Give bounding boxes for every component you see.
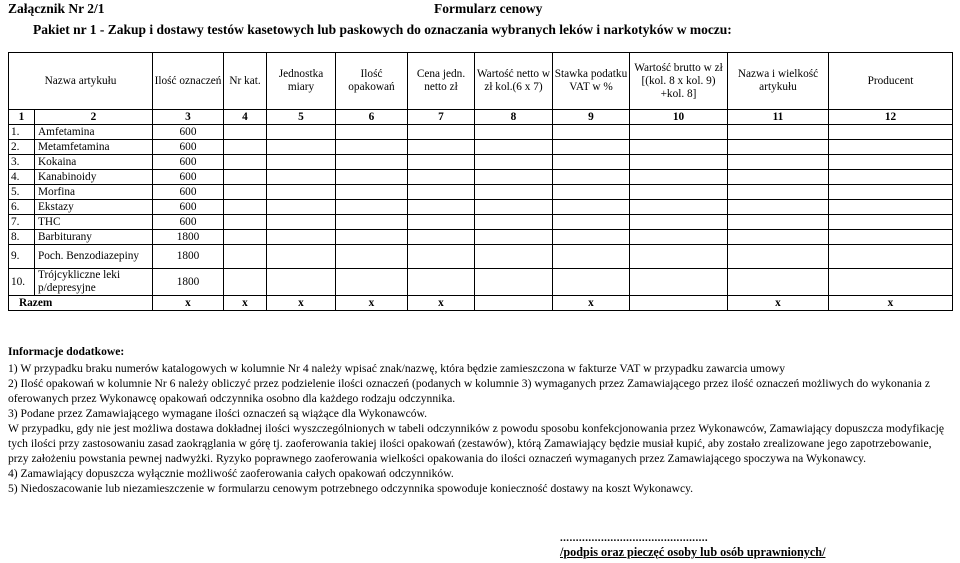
cell-producent[interactable] — [829, 155, 953, 170]
table-row — [9, 155, 953, 170]
cell-producent[interactable] — [829, 125, 953, 140]
cell-netto[interactable] — [475, 125, 553, 140]
cell-nazwa-wielkosc[interactable] — [728, 215, 829, 230]
total-label: Razem — [9, 296, 153, 311]
test-quantity: 1800 — [153, 245, 224, 269]
cell-nr-kat[interactable] — [224, 230, 267, 245]
row-number: 5. — [9, 185, 35, 200]
cell-jednostka[interactable] — [267, 245, 336, 269]
cell-producent[interactable] — [829, 185, 953, 200]
cell-vat[interactable] — [553, 230, 630, 245]
signature-line: ............................................... — [560, 532, 709, 544]
cell-brutto[interactable] — [630, 140, 728, 155]
signature-label: /podpis oraz pieczęć osoby lub osób uprawnionych/ — [560, 545, 826, 559]
cell-brutto[interactable] — [630, 245, 728, 269]
total-row — [9, 296, 953, 311]
cell-jednostka[interactable] — [267, 170, 336, 185]
cell-producent[interactable] — [829, 140, 953, 155]
col-header-nr-kat: Nr kat. — [224, 53, 267, 110]
total-mark: x — [408, 296, 475, 311]
form-title: Formularz cenowy — [434, 1, 543, 16]
cell-cena[interactable] — [408, 230, 475, 245]
article-name: Barbiturany — [35, 230, 153, 245]
info-paragraph: 3) Podane przez Zamawiającego wymagane ilości oznaczeń są wiążące dla Wykonawców. — [8, 407, 428, 420]
cell-producent[interactable] — [829, 269, 953, 296]
cell-nazwa-wielkosc[interactable] — [728, 125, 829, 140]
cell-nazwa-wielkosc[interactable] — [728, 185, 829, 200]
cell-vat[interactable] — [553, 170, 630, 185]
article-name: THC — [35, 215, 153, 230]
cell-netto[interactable] — [475, 155, 553, 170]
cell-netto[interactable] — [475, 140, 553, 155]
article-name: Trójcykliczne leki p/depresyjne — [35, 269, 153, 296]
cell-netto[interactable] — [475, 245, 553, 269]
test-quantity: 1800 — [153, 269, 224, 296]
cell-vat[interactable] — [553, 245, 630, 269]
test-quantity: 600 — [153, 200, 224, 215]
total-mark: x — [728, 296, 829, 311]
cell-vat[interactable] — [553, 155, 630, 170]
cell-cena[interactable] — [408, 125, 475, 140]
table-row — [9, 170, 953, 185]
info-paragraph: 2) Ilość opakowań w kolumnie Nr 6 należy obliczyć przez podzielenie ilości oznaczeń (podanych w kolumnie 3) wymaganych przez Zamawiającego przez ilość oznaczeń możliwych do wykonania z oferowanych przez Wykonawcę opakowań odczynnika osobno dla każdego rodzaju odczynnika. — [8, 377, 930, 405]
article-name: Kokaina — [35, 155, 153, 170]
price-table — [8, 52, 953, 311]
cell-ilosc-opakowan[interactable] — [336, 215, 408, 230]
cell-nr-kat[interactable] — [224, 125, 267, 140]
cell-producent[interactable] — [829, 230, 953, 245]
cell-cena[interactable] — [408, 245, 475, 269]
info-paragraph: 1) W przypadku braku numerów katalogowych w kolumnie Nr 4 należy wpisać znak/nazwę, która będzie zamieszczona w fakturze VAT w przypadku zawarcia umowy — [8, 362, 786, 375]
col-header-ilosc-oznaczen: Ilość oznaczeń — [153, 53, 224, 110]
cell-nr-kat[interactable] — [224, 155, 267, 170]
article-name: Metamfetamina — [35, 140, 153, 155]
cell-vat[interactable] — [553, 125, 630, 140]
attachment-label: Załącznik Nr 2/1 — [8, 1, 105, 16]
col-header-vat: Stawka podatku VAT w % — [553, 53, 630, 110]
table-row — [9, 200, 953, 215]
row-number: 9. — [9, 245, 35, 269]
cell-cena[interactable] — [408, 200, 475, 215]
column-number: 12 — [829, 110, 953, 125]
cell-ilosc-opakowan[interactable] — [336, 155, 408, 170]
cell-vat[interactable] — [553, 269, 630, 296]
col-header-jednostka: Jednostka miary — [267, 53, 336, 110]
row-number: 1. — [9, 125, 35, 140]
cell-ilosc-opakowan[interactable] — [336, 269, 408, 296]
cell-netto[interactable] — [475, 200, 553, 215]
row-number: 10. — [9, 269, 35, 296]
cell-ilosc-opakowan[interactable] — [336, 185, 408, 200]
row-number: 8. — [9, 230, 35, 245]
cell-vat[interactable] — [553, 140, 630, 155]
cell-brutto[interactable] — [630, 155, 728, 170]
total-mark: x — [153, 296, 224, 311]
cell-cena[interactable] — [408, 185, 475, 200]
cell-brutto[interactable] — [630, 200, 728, 215]
cell-nazwa-wielkosc[interactable] — [728, 155, 829, 170]
article-name: Kanabinoidy — [35, 170, 153, 185]
cell-brutto[interactable] — [630, 170, 728, 185]
cell-nr-kat[interactable] — [224, 215, 267, 230]
table-row — [9, 215, 953, 230]
total-mark: x — [224, 296, 267, 311]
column-number: 6 — [336, 110, 408, 125]
column-number: 3 — [153, 110, 224, 125]
cell-cena[interactable] — [408, 155, 475, 170]
column-number: 5 — [267, 110, 336, 125]
test-quantity: 600 — [153, 170, 224, 185]
info-paragraph: W przypadku, gdy nie jest możliwa dostawa dokładnej ilości wyszczególnionych w tabeli odczynników z powodu sposobu konfekcjonowania przez Wykonawców, Zamawiający dopuszcza modyfikację tych ilości przy zastosowaniu zasad zaokrąglania w górę tj. zaoferowania takiej ilości opakowań (zestawów), którą Zamawiający będzie musiał kupić, aby zostało zrealizowane jego zapotrzebowanie, przy założeniu powstania pewnej nadwyżki. Ryzyko poprawnego zaoferowania wielkości opakowania do ilości oznaczeń wymaganych przez Zamawiającego spoczywa na Wykonawcy. — [8, 422, 944, 465]
test-quantity: 600 — [153, 140, 224, 155]
cell-vat[interactable] — [553, 200, 630, 215]
col-header-producent: Producent — [829, 53, 953, 110]
article-name: Ekstazy — [35, 200, 153, 215]
cell-jednostka[interactable] — [267, 230, 336, 245]
article-name: Poch. Benzodiazepiny — [35, 245, 153, 269]
col-header-nazwa: Nazwa artykułu — [9, 53, 153, 110]
row-number: 2. — [9, 140, 35, 155]
column-number-row — [9, 110, 953, 125]
column-number: 9 — [553, 110, 630, 125]
column-number: 2 — [35, 110, 153, 125]
test-quantity: 600 — [153, 185, 224, 200]
cell-producent[interactable] — [829, 245, 953, 269]
total-mark: x — [336, 296, 408, 311]
row-number: 3. — [9, 155, 35, 170]
cell-nazwa-wielkosc[interactable] — [728, 269, 829, 296]
row-number: 4. — [9, 170, 35, 185]
cell-brutto[interactable] — [630, 230, 728, 245]
column-number: 7 — [408, 110, 475, 125]
row-number: 7. — [9, 215, 35, 230]
col-header-wartosc-netto: Wartość netto w zł kol.(6 x 7) — [475, 53, 553, 110]
cell-ilosc-opakowan[interactable] — [336, 245, 408, 269]
cell-nazwa-wielkosc[interactable] — [728, 170, 829, 185]
cell-jednostka[interactable] — [267, 269, 336, 296]
cell-netto[interactable] — [475, 215, 553, 230]
cell-cena[interactable] — [408, 269, 475, 296]
total-mark: x — [553, 296, 630, 311]
info-title: Informacje dodatkowe: — [8, 345, 125, 358]
col-header-nazwa-wielkosc: Nazwa i wielkość artykułu — [728, 53, 829, 110]
col-header-ilosc-opakowan: Ilość opakowań — [336, 53, 408, 110]
cell-ilosc-opakowan[interactable] — [336, 170, 408, 185]
row-number: 6. — [9, 200, 35, 215]
cell-nr-kat[interactable] — [224, 140, 267, 155]
cell-nr-kat[interactable] — [224, 245, 267, 269]
cell-brutto[interactable] — [630, 215, 728, 230]
cell-cena[interactable] — [408, 140, 475, 155]
cell-nr-kat[interactable] — [224, 185, 267, 200]
cell-netto[interactable] — [475, 170, 553, 185]
table-row — [9, 269, 953, 296]
cell-vat[interactable] — [553, 215, 630, 230]
total-mark: x — [267, 296, 336, 311]
cell-nazwa-wielkosc[interactable] — [728, 140, 829, 155]
test-quantity: 1800 — [153, 230, 224, 245]
cell-jednostka[interactable] — [267, 215, 336, 230]
article-name: Amfetamina — [35, 125, 153, 140]
cell-ilosc-opakowan[interactable] — [336, 140, 408, 155]
article-name: Morfina — [35, 185, 153, 200]
info-paragraph: 5) Niedoszacowanie lub niezamieszczenie w formularzu cenowym potrzebnego odczynnika spowoduje konieczność dostawy na koszt Wykonawcy. — [8, 482, 694, 495]
table-row — [9, 245, 953, 269]
column-number: 11 — [728, 110, 829, 125]
cell-producent[interactable] — [829, 200, 953, 215]
total-mark: x — [829, 296, 953, 311]
package-title: Pakiet nr 1 - Zakup i dostawy testów kasetowych lub paskowych do oznaczania wybranych leków i narkotyków w moczu: — [33, 22, 732, 37]
total-brutto-cell[interactable] — [630, 296, 728, 311]
column-number: 4 — [224, 110, 267, 125]
cell-jednostka[interactable] — [267, 185, 336, 200]
col-header-cena: Cena jedn. netto zł — [408, 53, 475, 110]
cell-cena[interactable] — [408, 170, 475, 185]
table-row — [9, 125, 953, 140]
cell-brutto[interactable] — [630, 185, 728, 200]
cell-netto[interactable] — [475, 185, 553, 200]
cell-brutto[interactable] — [630, 269, 728, 296]
cell-vat[interactable] — [553, 185, 630, 200]
cell-netto[interactable] — [475, 230, 553, 245]
cell-ilosc-opakowan[interactable] — [336, 200, 408, 215]
cell-producent[interactable] — [829, 215, 953, 230]
cell-nr-kat[interactable] — [224, 269, 267, 296]
document-header — [8, 1, 952, 17]
cell-nr-kat[interactable] — [224, 170, 267, 185]
test-quantity: 600 — [153, 125, 224, 140]
table-row — [9, 140, 953, 155]
cell-jednostka[interactable] — [267, 155, 336, 170]
cell-nr-kat[interactable] — [224, 200, 267, 215]
cell-brutto[interactable] — [630, 125, 728, 140]
cell-jednostka[interactable] — [267, 200, 336, 215]
info-paragraph: 4) Zamawiający dopuszcza wyłącznie możliwość zaoferowania całych opakowań odczynników. — [8, 467, 454, 480]
cell-producent[interactable] — [829, 170, 953, 185]
total-netto-cell[interactable] — [475, 296, 553, 311]
additional-info — [8, 344, 954, 496]
column-number: 10 — [630, 110, 728, 125]
cell-jednostka[interactable] — [267, 125, 336, 140]
cell-ilosc-opakowan[interactable] — [336, 125, 408, 140]
column-number: 8 — [475, 110, 553, 125]
cell-nazwa-wielkosc[interactable] — [728, 200, 829, 215]
header-row — [9, 53, 953, 110]
cell-netto[interactable] — [475, 269, 553, 296]
cell-jednostka[interactable] — [267, 140, 336, 155]
table-row — [9, 185, 953, 200]
test-quantity: 600 — [153, 155, 224, 170]
cell-ilosc-opakowan[interactable] — [336, 230, 408, 245]
cell-cena[interactable] — [408, 215, 475, 230]
table-row — [9, 230, 953, 245]
cell-nazwa-wielkosc[interactable] — [728, 230, 829, 245]
cell-nazwa-wielkosc[interactable] — [728, 245, 829, 269]
test-quantity: 600 — [153, 215, 224, 230]
col-header-wartosc-brutto: Wartość brutto w zł [(kol. 8 x kol. 9) +kol. 8] — [630, 53, 728, 110]
column-number: 1 — [9, 110, 35, 125]
